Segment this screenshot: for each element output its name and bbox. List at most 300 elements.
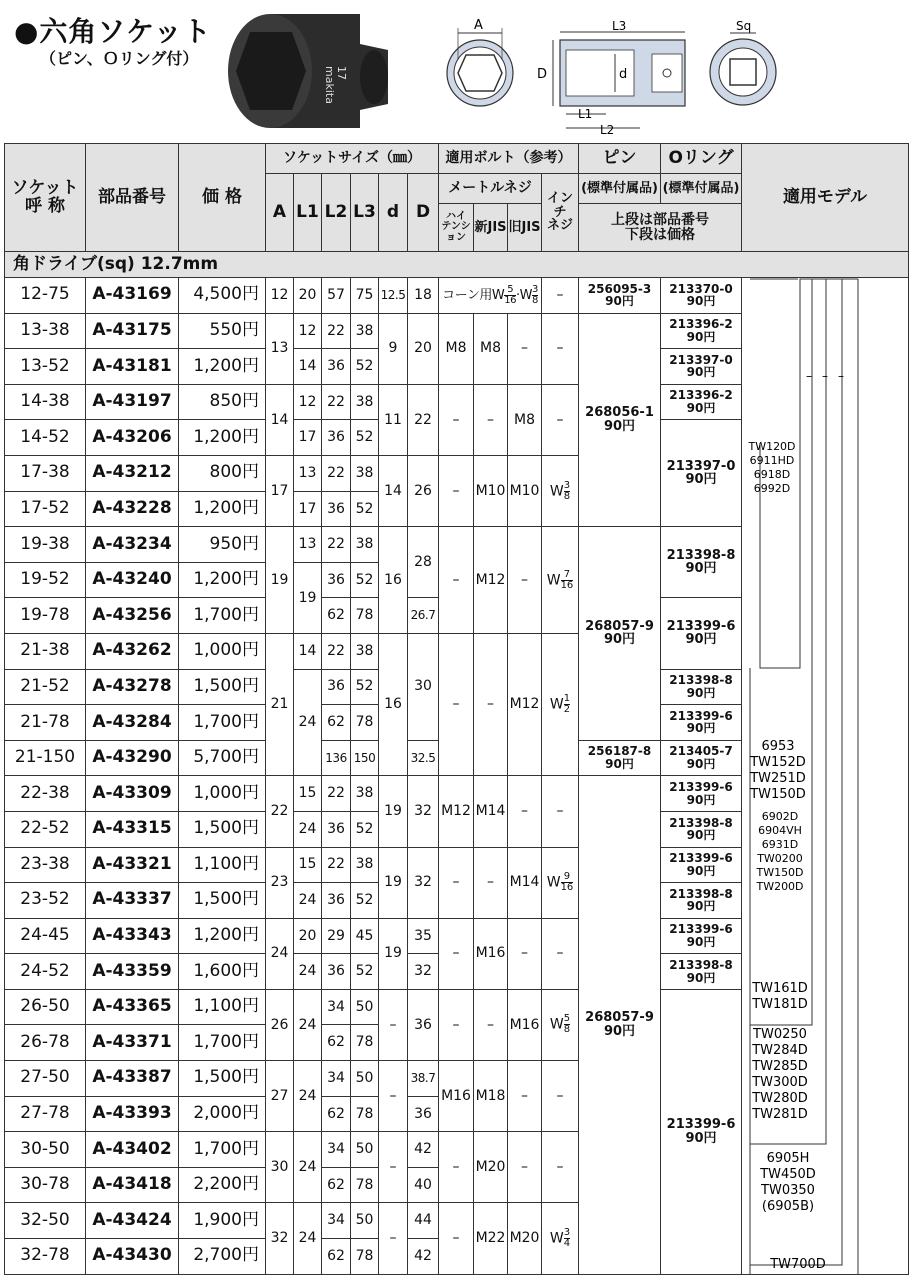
cell-d: 16 <box>379 633 408 775</box>
cell-nominal: 17-52 <box>5 491 86 527</box>
cell-price: 2,700円 <box>179 1239 266 1275</box>
cell-price: 1,200円 <box>179 349 266 385</box>
cell-price: 1,000円 <box>179 776 266 812</box>
fraction: $\frac{5}{16}$ <box>504 283 516 306</box>
header-col-d: d <box>379 174 408 252</box>
cell-l2: 36 <box>322 420 351 456</box>
header-models: 適用モデル <box>742 144 909 252</box>
cell-new-jis: – <box>474 989 508 1060</box>
cell-l3: 75 <box>351 278 379 314</box>
cell-l1: 24 <box>294 883 322 919</box>
cell-part-no: A-43371 <box>86 1025 179 1061</box>
dim-label-L2: L2 <box>600 123 615 137</box>
cell-oring: 213398-8 90円 <box>661 954 742 990</box>
cell-a: 13 <box>266 313 294 384</box>
svg-text:TW0350: TW0350 <box>761 1183 815 1198</box>
cell-l3: 38 <box>351 847 379 883</box>
model-group-2b <box>755 810 803 893</box>
cell-d: – <box>379 1203 408 1274</box>
cell-old-jis: M12 <box>508 633 542 775</box>
cell-nominal: 27-50 <box>5 1061 86 1097</box>
cell-inch: W $\frac{3}{8}$ <box>542 455 579 526</box>
cell-D: 26.7 <box>408 598 439 634</box>
cell-part-no: A-43181 <box>86 349 179 385</box>
cell-old-jis: – <box>508 776 542 847</box>
cell-new-jis: M22 <box>474 1203 508 1274</box>
cell-l2: 34 <box>322 1203 351 1239</box>
header-nominal: ソケット 呼 称 <box>5 144 86 252</box>
cell-pin: 268056-1 90円 <box>579 313 661 527</box>
cell-l3: 38 <box>351 384 379 420</box>
cell-l3: 78 <box>351 1025 379 1061</box>
svg-text:6918D: 6918D <box>753 468 791 481</box>
cell-l1: 12 <box>294 313 322 349</box>
cell-nominal: 21-52 <box>5 669 86 705</box>
header-socket-size: ソケットサイズ（㎜） <box>266 144 439 174</box>
cell-high-tension: M12 <box>439 776 474 847</box>
cell-oring: 213399-6 90円 <box>661 989 742 1274</box>
cell-D: 32.5 <box>408 740 439 776</box>
cell-nominal: 32-78 <box>5 1239 86 1275</box>
svg-text:6953: 6953 <box>761 739 795 754</box>
cell-high-tension: – <box>439 384 474 455</box>
cell-new-jis: M8 <box>474 313 508 384</box>
cell-high-tension: – <box>439 847 474 918</box>
cell-oring: 213396-2 90円 <box>661 313 742 349</box>
cell-new-jis: M18 <box>474 1061 508 1132</box>
cell-part-no: A-43256 <box>86 598 179 634</box>
cell-l1: 20 <box>294 278 322 314</box>
cell-price: 1,200円 <box>179 562 266 598</box>
cell-l1: 24 <box>294 954 322 990</box>
header-pin-std: (標準付属品) <box>579 174 661 204</box>
cell-nominal: 19-38 <box>5 527 86 563</box>
cell-new-jis: – <box>474 633 508 775</box>
cell-inch: W $\frac{1}{2}$ <box>542 633 579 775</box>
cell-part-no: A-43321 <box>86 847 179 883</box>
cell-new-jis: M20 <box>474 1132 508 1203</box>
cell-l3: 38 <box>351 455 379 491</box>
cell-D: 26 <box>408 455 439 526</box>
cell-l3: 38 <box>351 527 379 563</box>
cell-l3: 50 <box>351 1061 379 1097</box>
cell-oring: 213396-2 90円 <box>661 384 742 420</box>
cell-l2: 36 <box>322 883 351 919</box>
cell-part-no: A-43290 <box>86 740 179 776</box>
header-code-note-top: 上段は部品番号 <box>611 211 710 228</box>
cell-l2: 34 <box>322 1132 351 1168</box>
cell-l3: 52 <box>351 420 379 456</box>
cell-l2: 22 <box>322 527 351 563</box>
cell-high-tension: – <box>439 989 474 1060</box>
model-group-3 <box>751 981 808 1012</box>
cell-price: 550円 <box>179 313 266 349</box>
cell-old-jis: – <box>508 313 542 384</box>
cell-d: 19 <box>379 918 408 989</box>
cell-l1: 17 <box>294 420 322 456</box>
cell-l1: 14 <box>294 633 322 669</box>
cell-oring: 213398-8 90円 <box>661 811 742 847</box>
cell-old-jis: M16 <box>508 989 542 1060</box>
cell-l2: 36 <box>322 349 351 385</box>
cell-part-no: A-43343 <box>86 918 179 954</box>
svg-text:TW0200: TW0200 <box>757 852 803 865</box>
cell-oring: 213405-7 90円 <box>661 740 742 776</box>
cell-oring: 213397-0 90円 <box>661 420 742 527</box>
cell-a: 30 <box>266 1132 294 1203</box>
cell-old-jis: – <box>508 918 542 989</box>
cell-nominal: 23-38 <box>5 847 86 883</box>
dim-label-a: A <box>474 18 483 33</box>
cell-high-tension: – <box>439 1203 474 1274</box>
cell-price: 1,500円 <box>179 811 266 847</box>
cell-l3: 45 <box>351 918 379 954</box>
cell-price: 850円 <box>179 384 266 420</box>
cell-price: 1,200円 <box>179 420 266 456</box>
cell-part-no: A-43234 <box>86 527 179 563</box>
model-group-1 <box>747 440 795 495</box>
cell-price: 1,200円 <box>179 491 266 527</box>
cell-part-no: A-43359 <box>86 954 179 990</box>
cell-inch: – <box>542 313 579 384</box>
cell-l2: 22 <box>322 847 351 883</box>
cell-oring: 213370-0 90円 <box>661 278 742 314</box>
cell-oring: 213399-6 90円 <box>661 598 742 669</box>
cell-a: 23 <box>266 847 294 918</box>
cell-D: 20 <box>408 313 439 384</box>
cell-D: 36 <box>408 989 439 1060</box>
page-title: ●六角ソケット <box>14 15 212 48</box>
cell-nominal: 17-38 <box>5 455 86 491</box>
header-bolt: 適用ボルト（参考） <box>439 144 579 174</box>
cell-oring: 213397-0 90円 <box>661 349 742 385</box>
cell-nominal: 21-78 <box>5 705 86 741</box>
cell-new-jis: M16 <box>474 918 508 989</box>
cell-price: 1,900円 <box>179 1203 266 1239</box>
cell-price: 2,000円 <box>179 1096 266 1132</box>
cell-l2: 62 <box>322 598 351 634</box>
cell-nominal: 19-78 <box>5 598 86 634</box>
cell-l1: 24 <box>294 1203 322 1274</box>
dash-2: – <box>822 369 829 383</box>
cell-D: 42 <box>408 1239 439 1275</box>
models-cell <box>742 278 909 1275</box>
cell-a: 17 <box>266 455 294 526</box>
cell-nominal: 22-38 <box>5 776 86 812</box>
model-group-2a <box>749 739 806 802</box>
cell-pin: 256187-8 90円 <box>579 740 661 776</box>
cell-d: 19 <box>379 776 408 847</box>
dash-3: – <box>838 369 845 383</box>
cell-l2: 36 <box>322 491 351 527</box>
cell-nominal: 30-78 <box>5 1167 86 1203</box>
cell-price: 4,500円 <box>179 278 266 314</box>
svg-text:6902D: 6902D <box>761 810 799 823</box>
cell-l3: 78 <box>351 598 379 634</box>
cell-d: – <box>379 1132 408 1203</box>
cell-part-no: A-43309 <box>86 776 179 812</box>
cell-nominal: 22-52 <box>5 811 86 847</box>
svg-text:6931D: 6931D <box>761 838 799 851</box>
header-metric: メートルネジ <box>439 174 542 204</box>
cell-price: 1,700円 <box>179 598 266 634</box>
cell-part-no: A-43206 <box>86 420 179 456</box>
header-inch: インチ ネジ <box>542 174 579 252</box>
header-new-jis: 新JIS <box>474 204 508 252</box>
cell-part-no: A-43175 <box>86 313 179 349</box>
cell-new-jis: M14 <box>474 776 508 847</box>
cell-l3: 78 <box>351 1167 379 1203</box>
cell-price: 1,500円 <box>179 669 266 705</box>
cell-l2: 36 <box>322 954 351 990</box>
cell-l3: 50 <box>351 989 379 1025</box>
cell-l1: 14 <box>294 349 322 385</box>
cell-l2: 22 <box>322 633 351 669</box>
svg-text:TW200D: TW200D <box>756 880 804 893</box>
cell-part-no: A-43387 <box>86 1061 179 1097</box>
end-view-diagram <box>447 18 513 106</box>
cell-l1: 15 <box>294 847 322 883</box>
header-part-no: 部品番号 <box>86 144 179 252</box>
cell-l2: 62 <box>322 1025 351 1061</box>
cell-nominal: 14-38 <box>5 384 86 420</box>
svg-text:TW150D: TW150D <box>756 866 804 879</box>
svg-text:(6905B): (6905B) <box>761 1199 815 1214</box>
svg-text:TW0250: TW0250 <box>753 1027 807 1042</box>
dim-label-L1: L1 <box>578 107 593 121</box>
cell-part-no: A-43402 <box>86 1132 179 1168</box>
cell-part-no: A-43430 <box>86 1239 179 1275</box>
cell-l3: 52 <box>351 883 379 919</box>
side-view-diagram <box>537 19 685 137</box>
cell-inch: – <box>542 776 579 847</box>
cell-l1: 24 <box>294 1061 322 1132</box>
cell-l1: 24 <box>294 989 322 1060</box>
cell-nominal: 23-52 <box>5 883 86 919</box>
svg-text:TW280D: TW280D <box>752 1091 808 1106</box>
cell-D: 44 <box>408 1203 439 1239</box>
cell-l3: 38 <box>351 313 379 349</box>
cell-high-tension: M8 <box>439 313 474 384</box>
cell-l2: 36 <box>322 562 351 598</box>
socket-size-label: 17 <box>335 66 348 80</box>
svg-text:6992D: 6992D <box>753 482 791 495</box>
svg-text:TW285D: TW285D <box>752 1059 808 1074</box>
header-col-D: D <box>408 174 439 252</box>
cell-nominal: 24-52 <box>5 954 86 990</box>
cell-l2: 57 <box>322 278 351 314</box>
cell-part-no: A-43228 <box>86 491 179 527</box>
model-group-4 <box>751 1027 808 1122</box>
cell-l2: 36 <box>322 669 351 705</box>
socket-brand-label: makita <box>323 66 336 104</box>
cell-new-jis: – <box>474 384 508 455</box>
cell-inch: – <box>542 384 579 455</box>
cell-old-jis: – <box>508 1061 542 1132</box>
cell-old-jis: – <box>508 1132 542 1203</box>
cell-l2: 36 <box>322 811 351 847</box>
cell-nominal: 14-52 <box>5 420 86 456</box>
cell-part-no: A-43365 <box>86 989 179 1025</box>
cell-l1: 20 <box>294 918 322 954</box>
cell-price: 2,200円 <box>179 1167 266 1203</box>
cell-D: 42 <box>408 1132 439 1168</box>
cell-oring: 213398-8 90円 <box>661 527 742 598</box>
cell-d: 9 <box>379 313 408 384</box>
cell-d: – <box>379 989 408 1060</box>
header-col-L3: L3 <box>351 174 379 252</box>
cell-price: 1,500円 <box>179 1061 266 1097</box>
cell-price: 1,700円 <box>179 1132 266 1168</box>
cell-l3: 52 <box>351 491 379 527</box>
cone-mid: ·W <box>516 287 532 303</box>
header-col-A: A <box>266 174 294 252</box>
cell-a: 32 <box>266 1203 294 1274</box>
cell-inch: – <box>542 918 579 989</box>
svg-text:TW281D: TW281D <box>752 1107 808 1122</box>
cell-oring: 213398-8 90円 <box>661 669 742 705</box>
cell-D: 32 <box>408 954 439 990</box>
cell-high-tension: – <box>439 527 474 634</box>
cell-l2: 136 <box>322 740 351 776</box>
svg-text:TW450D: TW450D <box>760 1167 816 1182</box>
cone-text: コーン用W <box>442 287 505 303</box>
cell-inch: W $\frac{5}{8}$ <box>542 989 579 1060</box>
cell-oring: 213399-6 90円 <box>661 918 742 954</box>
svg-text:TW150D: TW150D <box>750 787 806 802</box>
cell-l2: 62 <box>322 1096 351 1132</box>
cell-part-no: A-43424 <box>86 1203 179 1239</box>
dim-label-D: D <box>537 67 548 82</box>
cell-d: 14 <box>379 455 408 526</box>
cell-inch: W $\frac{9}{16}$ <box>542 847 579 918</box>
drive-view-diagram <box>710 19 776 105</box>
cell-price: 5,700円 <box>179 740 266 776</box>
model-group-6: TW700D <box>770 1257 826 1272</box>
cell-part-no: A-43393 <box>86 1096 179 1132</box>
cell-l1: 12 <box>294 384 322 420</box>
cell-a: 27 <box>266 1061 294 1132</box>
cell-l3: 52 <box>351 562 379 598</box>
fraction: $\frac{3}{8}$ <box>532 283 538 306</box>
cell-D: 22 <box>408 384 439 455</box>
cell-l2: 29 <box>322 918 351 954</box>
cell-nominal: 32-50 <box>5 1203 86 1239</box>
cell-l3: 52 <box>351 811 379 847</box>
page-subtitle: （ピン、Ｏリング付） <box>40 49 199 68</box>
header-pin: ピン <box>579 144 661 174</box>
cell-new-jis: – <box>474 847 508 918</box>
cell-l1: 19 <box>294 562 322 633</box>
cell-l2: 62 <box>322 1239 351 1275</box>
cell-part-no: A-43169 <box>86 278 179 314</box>
cell-D: 30 <box>408 633 439 740</box>
cell-l2: 22 <box>322 455 351 491</box>
cell-l3: 150 <box>351 740 379 776</box>
cell-part-no: A-43278 <box>86 669 179 705</box>
svg-text:TW284D: TW284D <box>752 1043 808 1058</box>
cell-old-jis: M14 <box>508 847 542 918</box>
cell-pin: 268057-9 90円 <box>579 527 661 741</box>
cell-l2: 22 <box>322 384 351 420</box>
cell-a: 22 <box>266 776 294 847</box>
cell-l3: 38 <box>351 776 379 812</box>
cell-l2: 22 <box>322 313 351 349</box>
cell-nominal: 27-78 <box>5 1096 86 1132</box>
model-group-5 <box>759 1151 816 1214</box>
cell-price: 800円 <box>179 455 266 491</box>
cell-high-tension: M16 <box>439 1061 474 1132</box>
cell-new-jis: M12 <box>474 527 508 634</box>
cell-nominal: 26-78 <box>5 1025 86 1061</box>
cell-inch: – <box>542 278 579 314</box>
header-high-tension: ハイ テンション <box>439 204 474 252</box>
cell-a: 24 <box>266 918 294 989</box>
cell-inch: – <box>542 1132 579 1203</box>
cell-l3: 78 <box>351 705 379 741</box>
cell-l1: 17 <box>294 491 322 527</box>
cell-price: 1,600円 <box>179 954 266 990</box>
cell-D: 32 <box>408 847 439 918</box>
dash-1: – <box>806 369 813 383</box>
models-bracket-diagram <box>742 278 909 1274</box>
cell-high-tension: – <box>439 918 474 989</box>
cell-l1: 24 <box>294 811 322 847</box>
cell-part-no: A-43212 <box>86 455 179 491</box>
cell-l3: 78 <box>351 1096 379 1132</box>
cell-nominal: 13-52 <box>5 349 86 385</box>
cell-l2: 62 <box>322 705 351 741</box>
page-header <box>0 0 912 142</box>
cell-l1: 24 <box>294 1132 322 1203</box>
header-col-L1: L1 <box>294 174 322 252</box>
cell-part-no: A-43284 <box>86 705 179 741</box>
cell-oring: 213399-6 90円 <box>661 776 742 812</box>
svg-text:TW120D: TW120D <box>748 440 796 453</box>
cell-d: 19 <box>379 847 408 918</box>
cell-high-tension: – <box>439 455 474 526</box>
cell-oring: 213399-6 90円 <box>661 705 742 741</box>
cell-l3: 52 <box>351 349 379 385</box>
cell-price: 1,700円 <box>179 705 266 741</box>
svg-text:TW300D: TW300D <box>752 1075 808 1090</box>
cell-high-tension: – <box>439 1132 474 1203</box>
cell-nominal: 21-150 <box>5 740 86 776</box>
cell-a: 26 <box>266 989 294 1060</box>
cell-cone-bolt <box>439 278 542 314</box>
cell-a: 14 <box>266 384 294 455</box>
cell-a: 19 <box>266 527 294 634</box>
cell-nominal: 26-50 <box>5 989 86 1025</box>
cell-old-jis: – <box>508 527 542 634</box>
cell-old-jis: M10 <box>508 455 542 526</box>
cell-a: 21 <box>266 633 294 775</box>
svg-text:6911HD: 6911HD <box>749 454 795 467</box>
cell-part-no: A-43418 <box>86 1167 179 1203</box>
cell-l2: 22 <box>322 776 351 812</box>
cell-pin: 268057-9 90円 <box>579 776 661 1274</box>
cell-d: 16 <box>379 527 408 634</box>
svg-text:TW251D: TW251D <box>750 771 806 786</box>
svg-text:6904VH: 6904VH <box>758 824 802 837</box>
cell-l1: 24 <box>294 669 322 776</box>
cell-price: 950円 <box>179 527 266 563</box>
cell-D: 40 <box>408 1167 439 1203</box>
header-price: 価 格 <box>179 144 266 252</box>
cell-nominal: 30-50 <box>5 1132 86 1168</box>
cell-D: 18 <box>408 278 439 314</box>
cell-D: 35 <box>408 918 439 954</box>
